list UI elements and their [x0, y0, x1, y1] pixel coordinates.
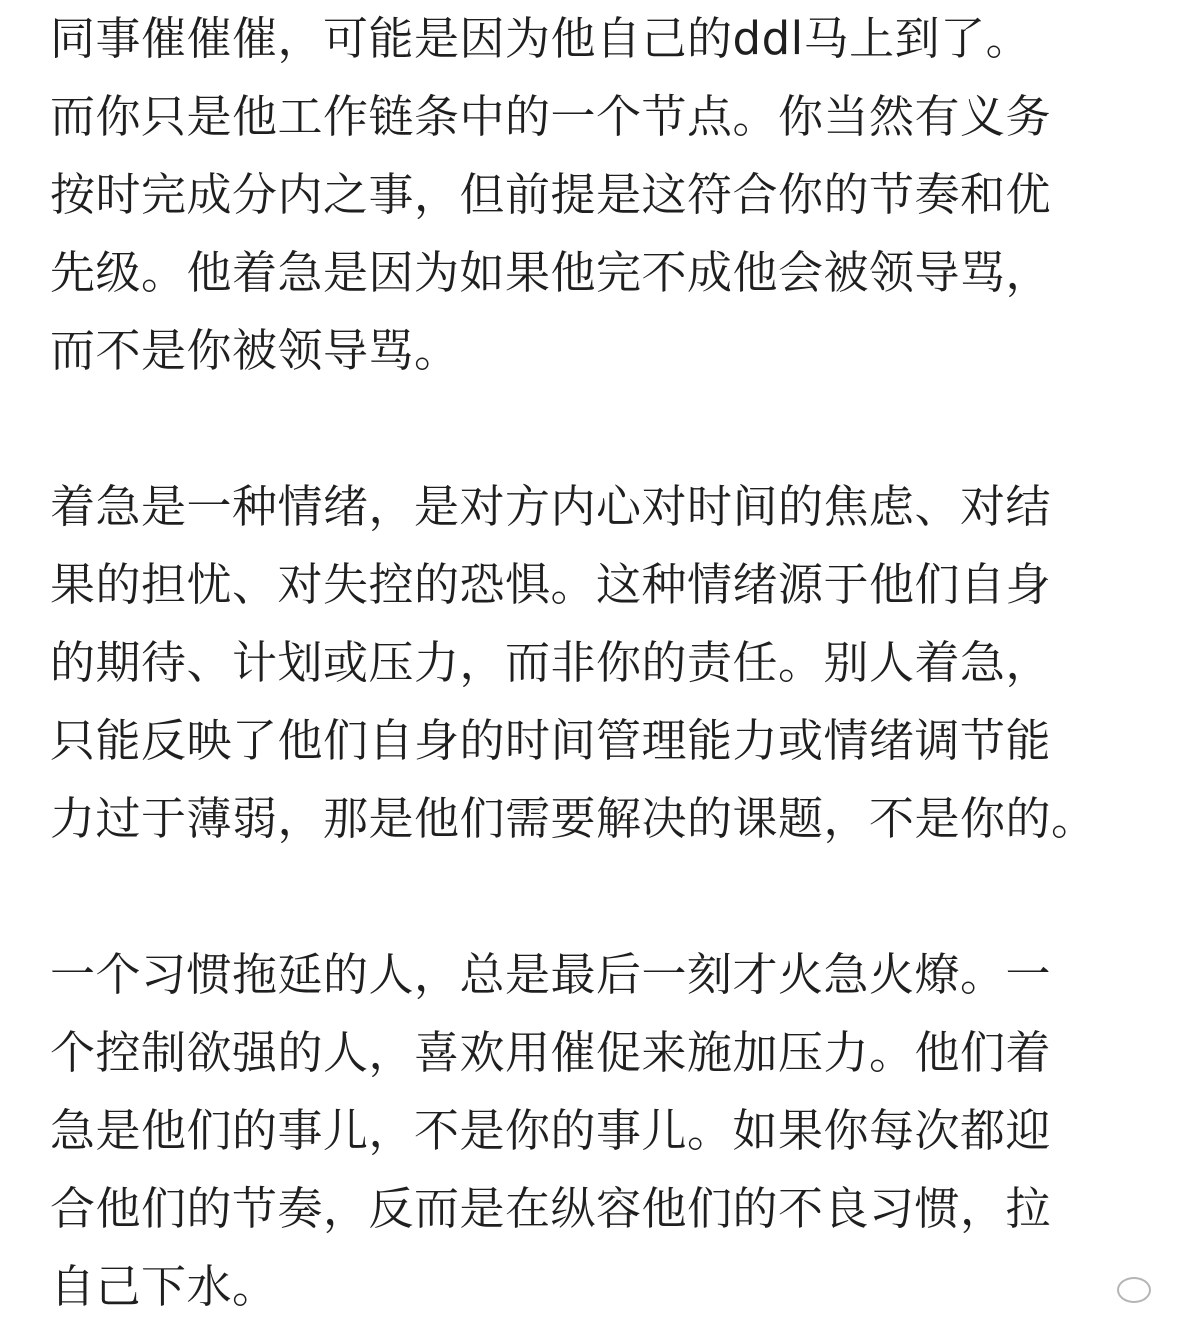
text-line: 自己下水。 — [50, 1260, 278, 1313]
text-line: 着急是一种情绪，是对方内心对时间的焦虑、对结 — [50, 480, 1052, 533]
text-line: 一个习惯拖延的人，总是最后一刻才火急火燎。一 — [50, 948, 1052, 1001]
paragraph-1 — [50, 0, 1150, 390]
paragraph-3 — [50, 936, 1150, 1326]
text-line: 力过于薄弱，那是他们需要解决的课题，不是你的。 — [50, 792, 1097, 845]
text-line: 的期待、计划或压力，而非你的责任。别人着急， — [50, 636, 1052, 689]
text-line: 先级。他着急是因为如果他完不成他会被领导骂， — [50, 246, 1052, 299]
weibo-logo-icon — [1117, 1277, 1151, 1303]
text-line: 按时完成分内之事，但前提是这符合你的节奏和优 — [50, 168, 1052, 221]
paragraph-spacer — [50, 858, 1150, 936]
text-line: 而不是你被领导骂。 — [50, 324, 460, 377]
text-line: 只能反映了他们自身的时间管理能力或情绪调节能 — [50, 714, 1052, 767]
watermark — [1117, 1277, 1151, 1303]
text-line: 同事催催催，可能是因为他自己的ddl马上到了。 — [50, 12, 1032, 65]
paragraph-2 — [50, 468, 1150, 858]
text-line: 个控制欲强的人，喜欢用催促来施加压力。他们着 — [50, 1026, 1052, 1079]
text-line: 合他们的节奏，反而是在纵容他们的不良习惯，拉 — [50, 1182, 1052, 1235]
text-line: 果的担忧、对失控的恐惧。这种情绪源于他们自身 — [50, 558, 1052, 611]
text-line: 而你只是他工作链条中的一个节点。你当然有义务 — [50, 90, 1052, 143]
article-body — [50, 0, 1150, 1326]
paragraph-spacer — [50, 390, 1150, 468]
text-line: 急是他们的事儿，不是你的事儿。如果你每次都迎 — [50, 1104, 1052, 1157]
